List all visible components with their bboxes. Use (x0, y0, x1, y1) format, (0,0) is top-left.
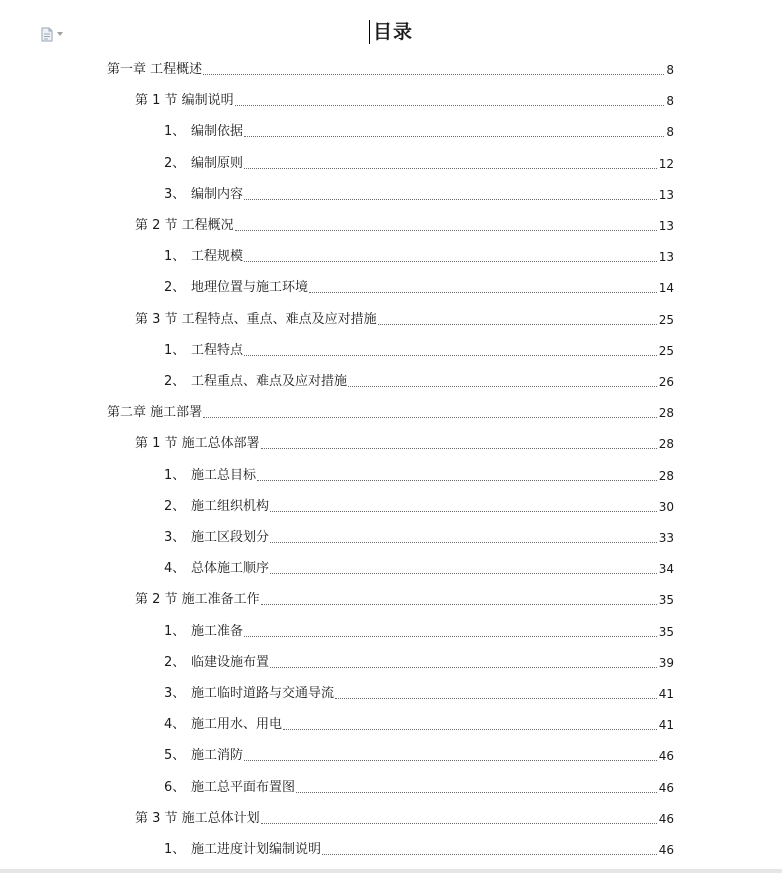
toc-dot-leader (244, 261, 657, 262)
toc-entry-page-number: 35 (658, 593, 674, 608)
toc-entry-label: 第 1 节 编制说明 (135, 93, 234, 109)
toc-entry-number: 6、 (164, 779, 186, 795)
toc-entry-number: 5、 (164, 748, 186, 764)
toc-entry[interactable] (164, 276, 674, 296)
toc-entry[interactable] (164, 713, 674, 733)
toc-entry[interactable] (164, 183, 674, 203)
toc-entry-page-number: 8 (666, 125, 674, 140)
toc-entry-label: 第 3 节 施工总体计划 (135, 810, 260, 826)
toc-dot-leader (203, 417, 657, 418)
toc-entry-number: 2、 (164, 654, 186, 670)
toc-entry-page-number: 46 (658, 780, 674, 795)
toc-dot-leader (309, 292, 657, 293)
toc-entry-label: 施工准备 (191, 623, 244, 639)
toc-entry-page-number: 28 (658, 468, 674, 483)
toc-entry-page-number: 8 (666, 94, 674, 109)
toc-entry[interactable] (164, 557, 674, 577)
toc-dot-leader (270, 511, 657, 512)
toc-entry[interactable] (164, 744, 674, 764)
toc-entry-page-number: 39 (658, 655, 674, 670)
toc-entry-number: 3、 (164, 530, 186, 545)
toc-entry-page-number: 41 (658, 718, 674, 733)
toc-entry[interactable] (135, 807, 674, 827)
toc-dot-leader (244, 168, 657, 169)
toc-dot-leader (244, 355, 657, 356)
toc-entry[interactable] (164, 152, 674, 172)
toc-entry-label: 第 1 节 施工总体部署 (135, 436, 260, 452)
toc-entry-number: 1、 (164, 124, 186, 140)
toc-entry[interactable] (164, 120, 674, 140)
toc-entry-label: 施工进度计划编制说明 (191, 842, 322, 857)
toc-entry-number: 2、 (164, 374, 186, 389)
toc-entry-page-number: 25 (658, 343, 674, 358)
toc-entry-page-number: 46 (658, 843, 674, 857)
page-title: 目录 (369, 20, 413, 44)
toc-entry-page-number: 26 (658, 375, 674, 389)
toc-entry-number: 1、 (164, 249, 186, 265)
toc-entry[interactable] (164, 370, 674, 390)
toc-dot-leader (244, 136, 664, 137)
toc-entry-page-number: 12 (658, 156, 674, 171)
toc-dot-leader (244, 199, 657, 200)
toc-dot-leader (296, 792, 657, 793)
toc-entry-label: 总体施工顺序 (191, 561, 270, 577)
toc-entry-number: 2、 (164, 280, 186, 296)
toc-entry-label: 施工总平面布置图 (191, 779, 296, 795)
toc-dot-leader (270, 667, 657, 668)
toc-entry-label: 编制内容 (191, 186, 244, 202)
toc-dot-leader (235, 105, 665, 106)
toc-entry-page-number: 35 (658, 624, 674, 639)
toc-entry-page-number: 13 (658, 250, 674, 265)
toc-entry-page-number: 14 (658, 281, 674, 296)
toc-entry[interactable] (164, 245, 674, 265)
toc-dot-leader (348, 386, 657, 387)
toc-entry-label: 第 2 节 施工准备工作 (135, 592, 260, 608)
toc-entry[interactable] (164, 682, 674, 702)
toc-entry-label: 第 2 节 工程概况 (135, 218, 234, 233)
toc-entry-number: 4、 (164, 561, 186, 577)
toc-entry-label: 施工用水、用电 (191, 717, 283, 733)
toc-entry[interactable] (164, 464, 674, 484)
toc-entry-page-number: 33 (658, 531, 674, 545)
toc-entry-number: 1、 (164, 342, 186, 358)
toc-entry[interactable] (164, 526, 674, 546)
toc-dot-leader (261, 604, 657, 605)
toc-entry-label: 第一章 工程概述 (107, 62, 203, 77)
toc-entry-page-number: 8 (666, 63, 674, 77)
toc-entry-number: 1、 (164, 623, 186, 639)
toc-entry-label: 施工区段划分 (191, 530, 270, 545)
toc-dot-leader (270, 542, 657, 543)
toc-entry[interactable] (135, 588, 674, 608)
toc-entry-number: 1、 (164, 842, 186, 857)
toc-entry-number: 2、 (164, 155, 186, 171)
toc-entry-label: 编制依据 (191, 124, 244, 140)
toc-dot-leader (244, 760, 657, 761)
toc-dot-leader (244, 636, 657, 637)
toc-entry[interactable] (135, 89, 674, 109)
toc-dot-leader (322, 854, 657, 855)
toc-entry-number: 3、 (164, 186, 186, 202)
toc-dot-leader (335, 698, 657, 699)
toc-entry[interactable] (164, 651, 674, 671)
toc-entry-label: 编制原则 (191, 155, 244, 171)
toc-dot-leader (283, 729, 657, 730)
toc-entry-page-number: 34 (658, 562, 674, 577)
toc-entry-label: 第二章 施工部署 (107, 405, 203, 421)
toc-dot-leader (270, 573, 657, 574)
toc-entry-number: 2、 (164, 498, 186, 514)
toc-entry[interactable] (135, 214, 674, 234)
toc-entry-number: 3、 (164, 686, 186, 701)
toc-entry-label: 施工消防 (191, 748, 244, 764)
toc-dot-leader (261, 823, 657, 824)
toc-entry-page-number: 28 (658, 437, 674, 452)
toc-entry[interactable] (135, 432, 674, 452)
toc-dot-leader (261, 448, 657, 449)
toc-entry-page-number: 13 (658, 219, 674, 233)
toc-dot-leader (203, 74, 664, 75)
toc-entry-page-number: 46 (658, 749, 674, 764)
toc-entry-number: 4、 (164, 717, 186, 733)
toc-dot-leader (235, 230, 657, 231)
toc-entry-label: 工程特点 (191, 342, 244, 358)
toc-dot-leader (378, 324, 657, 325)
toc-entry[interactable] (107, 401, 674, 421)
toc-entry[interactable] (164, 838, 674, 858)
toc-entry-label: 施工组织机构 (191, 498, 270, 514)
toc-entry-label: 工程规模 (191, 249, 244, 265)
toc-entry-page-number: 41 (658, 687, 674, 701)
toc-entry-page-number: 25 (658, 312, 674, 327)
toc-entry-label: 地理位置与施工环境 (191, 280, 309, 296)
toc-entry-page-number: 13 (658, 187, 674, 202)
toc-entry[interactable] (164, 776, 674, 796)
page-bottom-edge (0, 869, 782, 873)
toc-entry-label: 工程重点、难点及应对措施 (191, 374, 348, 389)
toc-entry-label: 施工临时道路与交通导流 (191, 686, 335, 701)
toc-entry-label: 第 3 节 工程特点、重点、难点及应对措施 (135, 311, 377, 327)
toc-entry[interactable] (164, 620, 674, 640)
toc-entry-page-number: 28 (658, 406, 674, 421)
toc-entry-label: 施工总目标 (191, 467, 257, 483)
toc-entry[interactable] (164, 339, 674, 359)
toc-entry-number: 1、 (164, 467, 186, 483)
toc-entry[interactable] (164, 495, 674, 515)
toc-entry[interactable] (107, 58, 674, 78)
toc-entry-page-number: 30 (658, 499, 674, 514)
toc-entry-page-number: 46 (658, 811, 674, 826)
toc-entry-label: 临建设施布置 (191, 654, 270, 670)
toc-dot-leader (257, 480, 657, 481)
toc-entry[interactable] (135, 308, 674, 328)
